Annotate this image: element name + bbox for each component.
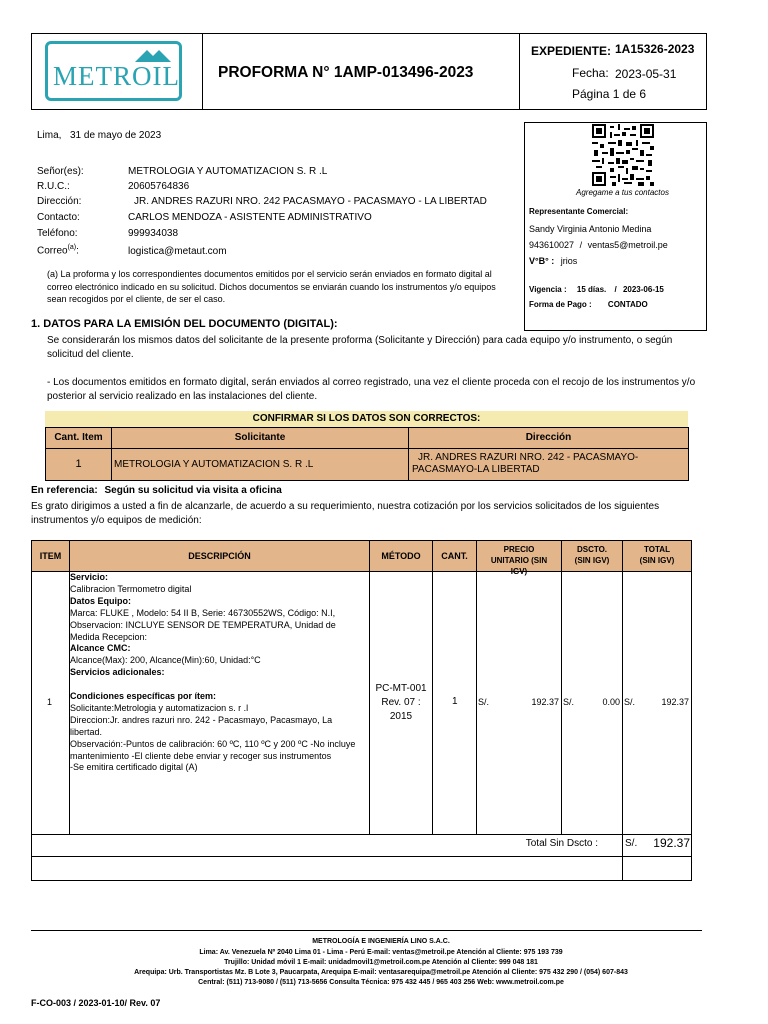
correo-value: logistica@metaut.com (128, 246, 227, 257)
empty-row-left (31, 856, 623, 881)
footer-line1: Lima: Av. Venezuela Nº 2040 Lima 01 - Lima - Perú E-mail: ventas@metroil.pe Atención al Cliente: 975 193 739 (199, 949, 563, 956)
footer-line4: Central: (511) 713-9080 / (511) 713-5656 Consulta Técnica: 975 432 445 / 965 403 256 Web: www.metroil.com.pe (198, 979, 564, 986)
td-dscto-currency: S/. (563, 697, 575, 707)
vigencia-date: 2023-06-15 (622, 285, 664, 294)
correo-colon: : (76, 245, 79, 257)
alcance-value: Alcance(Max): 200, Alcance(Min):60, Unidad:°C (70, 655, 261, 666)
datos-value: Marca: FLUKE , Modelo: 54 II B, Serie: 46730552WS, Código: N.I, Observacion: INCLUYE SENSOR DE TEMPERATURA, Unidad de Medida Recepcion: (70, 607, 336, 642)
pago-row (529, 300, 648, 309)
vigencia-sep: / (614, 285, 617, 294)
reference-row (31, 485, 282, 496)
servicio-value: Calibracion Termometro digital (70, 583, 192, 594)
qr-code-icon (592, 124, 654, 186)
telefono-value: 999934038 (128, 228, 179, 239)
correo-sup: (a) (67, 244, 77, 251)
td-total-currency: S/. (624, 697, 636, 707)
page-number: Página 1 de 6 (572, 87, 647, 101)
th-metodo: MÉTODO (369, 540, 433, 572)
header-divider-2 (519, 33, 520, 110)
logo-text: METROIL (53, 61, 180, 91)
td-precio: 192.37 (531, 697, 559, 707)
ruc-label: R.U.C.: (37, 181, 70, 192)
rep-contact (529, 240, 668, 250)
td-item: 1 (47, 697, 53, 707)
contacto-value: CARLOS MENDOZA - ASISTENTE ADMINISTRATIVO (128, 212, 372, 223)
reference-label: En referencia: (31, 485, 98, 496)
fecha-value: 2023-05-31 (615, 67, 677, 81)
reference-intro: Es grato dirigimos a usted a fin de alcanzarle, de acuerdo a su requerimiento, nuestra cotización por los servicios solicitados de los siguientes instrumentos y/o equipos de medición: (31, 501, 660, 526)
ruc-value: 20605764836 (128, 181, 190, 192)
condicion-2: Direccion:Jr. andres razuri nro. 242 - Pacasmayo, Pacasmayo, La libertad. (70, 714, 333, 737)
vb-label: V°B° : (529, 256, 555, 266)
confirm-row-solicitante: METROLOGIA Y AUTOMATIZACION S. R .L (111, 448, 409, 481)
th-cant: CANT. (432, 540, 477, 572)
confirm-row-direccion: JR. ANDRES RAZURI NRO. 242 - PACASMAYO-PACASMAYO-LA LIBERTAD (408, 448, 689, 481)
direccion-label: Dirección: (37, 196, 82, 207)
confirm-row-item: 1 (45, 448, 112, 481)
servicio-label: Servicio: (70, 572, 109, 582)
proforma-title: PROFORMA N° 1AMP-013496-2023 (218, 64, 474, 81)
condicion-1: Solicitante:Metrologia y automatizacion s. r .l (70, 702, 249, 713)
rep-phone: 943610027 (529, 240, 575, 250)
empty-row-right (622, 856, 692, 881)
qr-caption: Agregame a tus contactos (576, 188, 669, 197)
delivery-note: (a) La proforma y los correspondientes documentos emitidos por el servicio serán enviados en formato digital al correo electrónico indicado en su solicitud. Dichos documentos se enviarán cuando los instrumentos y/o equipos sean recogidos por el cliente, de ser el caso. (47, 269, 496, 304)
td-descripcion (70, 572, 360, 774)
date-city: Lima, (37, 130, 62, 141)
td-total: 192.37 (661, 697, 689, 707)
td-cant: 1 (452, 696, 458, 707)
th-dscto: DSCTO. (SIN IGV) (561, 540, 623, 572)
section1-title: 1. DATOS PARA LA EMISIÓN DEL DOCUMENTO (DIGITAL): (31, 318, 338, 330)
rep-email: ventas5@metroil.pe (587, 240, 668, 250)
confirm-col-direccion: Dirección (408, 427, 689, 449)
total-label: Total Sin Dscto : (525, 838, 598, 849)
footer-line2: Trujillo: Unidad móvil 1 E-mail: unidadmovil1@metroil.com.pe Atención al Cliente: 999 048 181 (224, 959, 538, 966)
section1-p1: Se considerarán los mismos datos del solicitante de la presente proforma (Solicitante y Dirección) para cada equipo y/o instrumento, o según solicitud del cliente. (47, 335, 673, 360)
pago-value: CONTADO (607, 300, 648, 309)
rep-name: Sandy Virginia Antonio Medina (529, 224, 652, 234)
telefono-label: Teléfono: (37, 228, 78, 239)
footer-rule (31, 930, 702, 931)
reference-value: Según su solicitud via visita a oficina (104, 485, 282, 496)
total-value: 192.37 (653, 836, 690, 850)
th-total: TOTAL (SIN IGV) (622, 540, 692, 572)
vigencia-label: Vigencia : (529, 285, 567, 294)
adicionales-label: Servicios adicionales: (70, 667, 165, 678)
vigencia-days: 15 días. (576, 285, 607, 294)
td-metodo: PC-MT-001 Rev. 07 : 2015 (375, 683, 427, 722)
vb-row (529, 256, 577, 266)
condicion-3: Observación:-Puntos de calibración: 60 ºC, 110 ºC y 200 ºC -No incluye mantenimiento -El cliente debe enviar y recoger sus instrumentos (70, 738, 356, 761)
metroil-logo (45, 41, 182, 101)
footer-line3: Arequipa: Urb. Transportistas Mz. B Lote 3, Paucarpata, Arequipa E-mail: ventasarequipa@metroil.pe Atención al Cliente: 975 432 290 / (054) 607-843 (134, 969, 628, 976)
expediente-value: 1A15326-2023 (615, 42, 695, 56)
expediente-label: EXPEDIENTE: (531, 44, 612, 58)
footer-company: METROLOGÍA E INGENIERÍA LINO S.A.C. (312, 938, 450, 945)
th-item: ITEM (31, 540, 70, 572)
header-divider-1 (202, 33, 203, 110)
correo-label (37, 244, 79, 256)
th-precio: PRECIO UNITARIO (SIN IGV) (476, 540, 562, 572)
alcance-label: Alcance CMC: (70, 643, 131, 654)
senor-value: METROLOGIA Y AUTOMATIZACION S. R .L (128, 166, 328, 177)
contacto-label: Contacto: (37, 212, 80, 223)
condicion-4: -Se emitira certificado digital (A) (70, 762, 198, 773)
confirm-title: CONFIRMAR SI LOS DATOS SON CORRECTOS: (45, 411, 688, 427)
correo-label-text: Correo (37, 245, 68, 257)
confirm-col-solicitante: Solicitante (111, 427, 409, 449)
fecha-label: Fecha: (572, 66, 609, 80)
td-dscto: 0.00 (602, 697, 620, 707)
direccion-value: JR. ANDRES RAZURI NRO. 242 PACASMAYO - PACASMAYO - LA LIBERTAD (134, 196, 487, 207)
rep-label: Representante Comercial: (529, 207, 629, 216)
form-code: F-CO-003 / 2023-01-10/ Rev. 07 (31, 998, 161, 1008)
section1-p2: - Los documentos emitidos en formato digital, serán enviados al correo registrado, una vez el cliente proceda con el recojo de los instrumentos y/o posterior al servicio realizado en las instalaciones del cliente. (47, 377, 696, 402)
total-currency: S/. (625, 838, 638, 849)
rep-sep: / (579, 240, 583, 250)
vigencia-row (529, 285, 664, 294)
td-precio-currency: S/. (478, 697, 490, 707)
senor-label: Señor(es): (37, 166, 84, 177)
vb-value: jrios (560, 256, 578, 266)
th-descripcion: DESCRIPCIÓN (69, 540, 370, 572)
datos-label: Datos Equipo: (70, 595, 131, 606)
pago-label: Forma de Pago : (529, 300, 592, 309)
condiciones-label: Condiciones específicas por ítem: (70, 691, 217, 702)
confirm-col-item: Cant. Item (45, 427, 112, 449)
date-value: 31 de mayo de 2023 (70, 130, 162, 141)
